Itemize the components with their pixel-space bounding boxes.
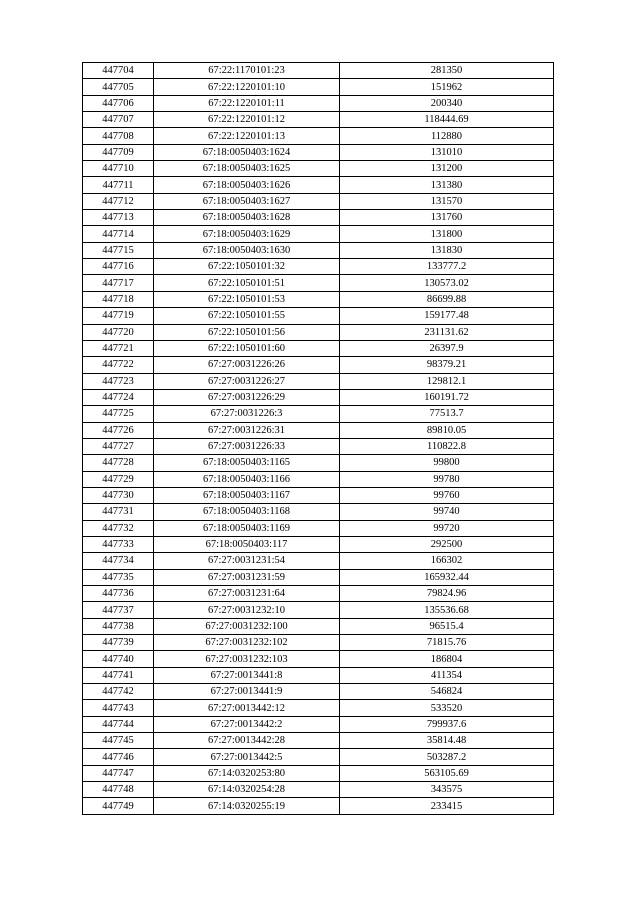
cadastral-value-table	[82, 62, 554, 815]
cadastral-number-cell: 67:27:0031231:64	[154, 586, 340, 602]
table-row	[83, 586, 554, 602]
table-row	[83, 95, 554, 111]
table-row	[83, 291, 554, 307]
cadastral-number-cell: 67:14:0320253:80	[154, 765, 340, 781]
row-id-cell: 447748	[83, 782, 154, 798]
table-row	[83, 471, 554, 487]
value-cell: 26397.9	[340, 340, 554, 356]
table-row	[83, 226, 554, 242]
value-cell: 411354	[340, 667, 554, 683]
value-cell: 112880	[340, 128, 554, 144]
value-cell: 233415	[340, 798, 554, 814]
cadastral-number-cell: 67:18:0050403:1165	[154, 455, 340, 471]
value-cell: 110822.8	[340, 438, 554, 454]
table-row	[83, 144, 554, 160]
row-id-cell: 447733	[83, 536, 154, 552]
value-cell: 131010	[340, 144, 554, 160]
table-row	[83, 716, 554, 732]
value-cell: 118444.69	[340, 112, 554, 128]
cadastral-number-cell: 67:27:0031231:54	[154, 553, 340, 569]
table-row	[83, 275, 554, 291]
row-id-cell: 447716	[83, 259, 154, 275]
row-id-cell: 447719	[83, 308, 154, 324]
value-cell: 131830	[340, 242, 554, 258]
cadastral-number-cell: 67:18:0050403:1625	[154, 161, 340, 177]
table-row	[83, 79, 554, 95]
row-id-cell: 447742	[83, 684, 154, 700]
row-id-cell: 447721	[83, 340, 154, 356]
cadastral-number-cell: 67:27:0013442:2	[154, 716, 340, 732]
cadastral-number-cell: 67:27:0031231:59	[154, 569, 340, 585]
value-cell: 79824.96	[340, 586, 554, 602]
table-row	[83, 553, 554, 569]
table-row	[83, 357, 554, 373]
value-cell: 133777.2	[340, 259, 554, 275]
cadastral-number-cell: 67:22:1170101:23	[154, 63, 340, 79]
table-row	[83, 406, 554, 422]
table-body	[83, 63, 554, 815]
cadastral-number-cell: 67:27:0013441:9	[154, 684, 340, 700]
table-row	[83, 177, 554, 193]
cadastral-number-cell: 67:22:1050101:51	[154, 275, 340, 291]
cadastral-number-cell: 67:18:0050403:1168	[154, 504, 340, 520]
value-cell: 135536.68	[340, 602, 554, 618]
row-id-cell: 447713	[83, 210, 154, 226]
row-id-cell: 447707	[83, 112, 154, 128]
cadastral-number-cell: 67:18:0050403:1626	[154, 177, 340, 193]
table-row	[83, 487, 554, 503]
table-row	[83, 308, 554, 324]
row-id-cell: 447717	[83, 275, 154, 291]
row-id-cell: 447709	[83, 144, 154, 160]
table-row	[83, 618, 554, 634]
cadastral-number-cell: 67:27:0031232:102	[154, 635, 340, 651]
value-cell: 165932.44	[340, 569, 554, 585]
row-id-cell: 447729	[83, 471, 154, 487]
value-cell: 98379.21	[340, 357, 554, 373]
cadastral-number-cell: 67:22:1050101:60	[154, 340, 340, 356]
table-row	[83, 651, 554, 667]
row-id-cell: 447722	[83, 357, 154, 373]
table-row	[83, 749, 554, 765]
row-id-cell: 447739	[83, 635, 154, 651]
value-cell: 131380	[340, 177, 554, 193]
table-row	[83, 667, 554, 683]
cadastral-number-cell: 67:27:0031226:26	[154, 357, 340, 373]
table-row	[83, 635, 554, 651]
value-cell: 86699.88	[340, 291, 554, 307]
value-cell: 343575	[340, 782, 554, 798]
cadastral-number-cell: 67:27:0013441:8	[154, 667, 340, 683]
row-id-cell: 447747	[83, 765, 154, 781]
cadastral-number-cell: 67:22:1050101:56	[154, 324, 340, 340]
table-row	[83, 340, 554, 356]
value-cell: 129812.1	[340, 373, 554, 389]
row-id-cell: 447738	[83, 618, 154, 634]
row-id-cell: 447735	[83, 569, 154, 585]
value-cell: 151962	[340, 79, 554, 95]
cadastral-number-cell: 67:22:1050101:53	[154, 291, 340, 307]
table-row	[83, 112, 554, 128]
document-page	[82, 62, 553, 815]
value-cell: 99800	[340, 455, 554, 471]
table-row	[83, 684, 554, 700]
cadastral-number-cell: 67:22:1050101:32	[154, 259, 340, 275]
cadastral-number-cell: 67:18:0050403:117	[154, 536, 340, 552]
value-cell: 281350	[340, 63, 554, 79]
row-id-cell: 447744	[83, 716, 154, 732]
row-id-cell: 447745	[83, 733, 154, 749]
value-cell: 292500	[340, 536, 554, 552]
value-cell: 166302	[340, 553, 554, 569]
cadastral-number-cell: 67:14:0320255:19	[154, 798, 340, 814]
table-row	[83, 733, 554, 749]
row-id-cell: 447728	[83, 455, 154, 471]
table-row	[83, 210, 554, 226]
row-id-cell: 447708	[83, 128, 154, 144]
row-id-cell: 447715	[83, 242, 154, 258]
table-row	[83, 128, 554, 144]
table-row	[83, 700, 554, 716]
row-id-cell: 447726	[83, 422, 154, 438]
row-id-cell: 447730	[83, 487, 154, 503]
value-cell: 131200	[340, 161, 554, 177]
cadastral-number-cell: 67:18:0050403:1629	[154, 226, 340, 242]
cadastral-number-cell: 67:22:1220101:13	[154, 128, 340, 144]
table-row	[83, 782, 554, 798]
table-row	[83, 765, 554, 781]
table-row	[83, 389, 554, 405]
value-cell: 186804	[340, 651, 554, 667]
row-id-cell: 447741	[83, 667, 154, 683]
cadastral-number-cell: 67:14:0320254:28	[154, 782, 340, 798]
cadastral-number-cell: 67:18:0050403:1630	[154, 242, 340, 258]
cadastral-number-cell: 67:27:0013442:28	[154, 733, 340, 749]
cadastral-number-cell: 67:27:0031226:33	[154, 438, 340, 454]
value-cell: 71815.76	[340, 635, 554, 651]
row-id-cell: 447714	[83, 226, 154, 242]
row-id-cell: 447743	[83, 700, 154, 716]
value-cell: 546824	[340, 684, 554, 700]
cadastral-number-cell: 67:18:0050403:1169	[154, 520, 340, 536]
row-id-cell: 447711	[83, 177, 154, 193]
cadastral-number-cell: 67:22:1220101:11	[154, 95, 340, 111]
value-cell: 563105.69	[340, 765, 554, 781]
cadastral-number-cell: 67:27:0031226:27	[154, 373, 340, 389]
table-row	[83, 536, 554, 552]
row-id-cell: 447746	[83, 749, 154, 765]
value-cell: 96515.4	[340, 618, 554, 634]
row-id-cell: 447727	[83, 438, 154, 454]
row-id-cell: 447740	[83, 651, 154, 667]
cadastral-number-cell: 67:27:0031232:100	[154, 618, 340, 634]
row-id-cell: 447704	[83, 63, 154, 79]
row-id-cell: 447710	[83, 161, 154, 177]
value-cell: 99760	[340, 487, 554, 503]
row-id-cell: 447736	[83, 586, 154, 602]
table-row	[83, 504, 554, 520]
value-cell: 160191.72	[340, 389, 554, 405]
value-cell: 131760	[340, 210, 554, 226]
cadastral-number-cell: 67:27:0031232:10	[154, 602, 340, 618]
table-row	[83, 455, 554, 471]
cadastral-number-cell: 67:18:0050403:1627	[154, 193, 340, 209]
table-row	[83, 259, 554, 275]
row-id-cell: 447725	[83, 406, 154, 422]
table-row	[83, 161, 554, 177]
table-row	[83, 798, 554, 814]
value-cell: 99740	[340, 504, 554, 520]
value-cell: 99720	[340, 520, 554, 536]
value-cell: 77513.7	[340, 406, 554, 422]
value-cell: 799937.6	[340, 716, 554, 732]
table-row	[83, 63, 554, 79]
cadastral-number-cell: 67:27:0031226:31	[154, 422, 340, 438]
value-cell: 533520	[340, 700, 554, 716]
table-row	[83, 520, 554, 536]
value-cell: 131570	[340, 193, 554, 209]
row-id-cell: 447734	[83, 553, 154, 569]
value-cell: 89810.05	[340, 422, 554, 438]
row-id-cell: 447749	[83, 798, 154, 814]
row-id-cell: 447705	[83, 79, 154, 95]
row-id-cell: 447731	[83, 504, 154, 520]
table-row	[83, 438, 554, 454]
cadastral-number-cell: 67:27:0031232:103	[154, 651, 340, 667]
table-row	[83, 569, 554, 585]
cadastral-number-cell: 67:27:0031226:3	[154, 406, 340, 422]
table-row	[83, 242, 554, 258]
value-cell: 35814.48	[340, 733, 554, 749]
row-id-cell: 447712	[83, 193, 154, 209]
table-row	[83, 602, 554, 618]
cadastral-number-cell: 67:27:0013442:5	[154, 749, 340, 765]
cadastral-number-cell: 67:22:1220101:12	[154, 112, 340, 128]
value-cell: 231131.62	[340, 324, 554, 340]
value-cell: 159177.48	[340, 308, 554, 324]
cadastral-number-cell: 67:18:0050403:1624	[154, 144, 340, 160]
value-cell: 99780	[340, 471, 554, 487]
cadastral-number-cell: 67:18:0050403:1166	[154, 471, 340, 487]
table-row	[83, 193, 554, 209]
cadastral-number-cell: 67:27:0031226:29	[154, 389, 340, 405]
cadastral-number-cell: 67:18:0050403:1167	[154, 487, 340, 503]
value-cell: 131800	[340, 226, 554, 242]
cadastral-number-cell: 67:18:0050403:1628	[154, 210, 340, 226]
value-cell: 200340	[340, 95, 554, 111]
row-id-cell: 447718	[83, 291, 154, 307]
table-row	[83, 324, 554, 340]
row-id-cell: 447737	[83, 602, 154, 618]
row-id-cell: 447724	[83, 389, 154, 405]
value-cell: 503287.2	[340, 749, 554, 765]
value-cell: 130573.02	[340, 275, 554, 291]
cadastral-number-cell: 67:22:1220101:10	[154, 79, 340, 95]
table-row	[83, 422, 554, 438]
row-id-cell: 447732	[83, 520, 154, 536]
row-id-cell: 447706	[83, 95, 154, 111]
row-id-cell: 447723	[83, 373, 154, 389]
row-id-cell: 447720	[83, 324, 154, 340]
cadastral-number-cell: 67:27:0013442:12	[154, 700, 340, 716]
table-row	[83, 373, 554, 389]
cadastral-number-cell: 67:22:1050101:55	[154, 308, 340, 324]
